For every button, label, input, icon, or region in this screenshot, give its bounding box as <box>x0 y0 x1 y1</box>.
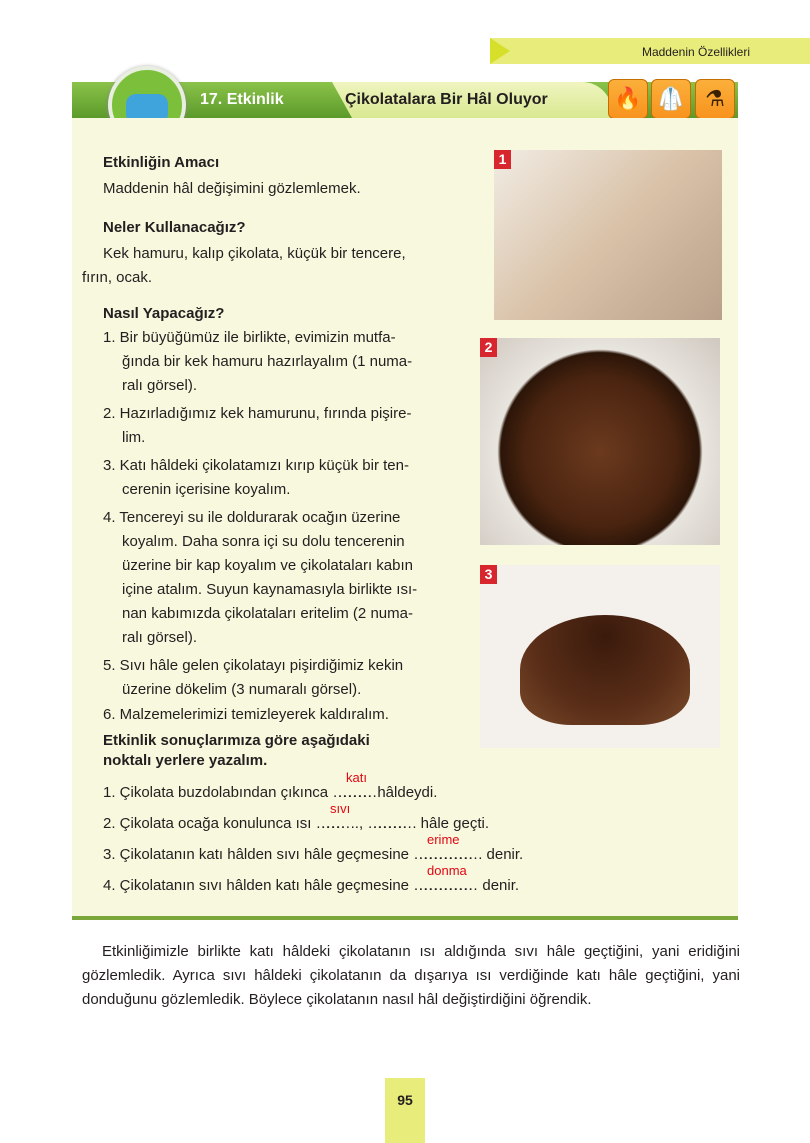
dot-leader: ………………… <box>367 815 413 832</box>
step-line: 4. Tencereyi su ile doldurarak ocağın üzerine <box>103 509 401 526</box>
purpose-text: Maddenin hâl değişimini gözlemlemek. <box>103 180 361 197</box>
result-text: .., <box>350 815 368 832</box>
result-item <box>103 815 489 832</box>
step-line: 1. Bir büyüğümüz ile birlikte, evimizin mutfa- <box>103 329 396 346</box>
results-heading: noktalı yerlere yazalım. <box>103 752 268 769</box>
materials-text: Kek hamuru, kalıp çikolata, küçük bir tencere, <box>103 245 406 262</box>
steps-heading: Nasıl Yapacağız? <box>103 305 225 322</box>
result-item <box>103 846 523 863</box>
step-line: koyalım. Daha sonra içi su dolu tencerenin <box>122 533 405 550</box>
result-text: . hâle geçti. <box>412 815 490 832</box>
result-item <box>103 877 519 894</box>
answer: erime <box>427 832 460 847</box>
photo-melting-chocolate: 2 <box>480 338 720 545</box>
activity-title: Çikolatalara Bir Hâl Oluyor <box>345 91 548 108</box>
photo-chocolate-cake: 3 <box>480 565 720 748</box>
step-line: lim. <box>122 429 146 446</box>
result-row <box>103 771 723 802</box>
dot-leader: …………………………… <box>413 846 479 863</box>
result-text: . denir. <box>478 846 524 863</box>
results-heading: Etkinlik sonuçlarımıza göre aşağıdaki <box>103 732 370 749</box>
result-text: hâldeydi. <box>377 784 438 801</box>
dot-leader: …………… <box>315 815 351 832</box>
step-line: ğında bir kek hamuru hazırlayalım (1 numa- <box>122 353 413 370</box>
step-line: cerenin içerisine koyalım. <box>122 481 291 498</box>
step-line: ralı görsel). <box>122 377 198 394</box>
step-line: nan kabımızda çikolataları eritelim (2 numa- <box>122 605 413 622</box>
result-item <box>103 784 437 801</box>
purpose-heading: Etkinliğin Amacı <box>103 154 220 171</box>
chapter-banner <box>490 38 810 64</box>
results-section <box>103 731 723 895</box>
activity-number: 17. Etkinlik <box>200 91 284 108</box>
step-line: üzerine bir kap koyalım ve çikolataları kabın <box>122 557 413 574</box>
chapter-title: Maddenin Özellikleri <box>641 45 750 59</box>
answer: katı <box>346 770 367 785</box>
page-number: 95 <box>385 1078 425 1143</box>
materials-heading: Neler Kullanacağız? <box>103 219 246 236</box>
dot-leader: …………………………… <box>413 877 479 894</box>
result-row <box>103 864 723 895</box>
result-text: denir. <box>478 877 520 894</box>
result-text: 3. Çikolatanın katı hâlden sıvı hâle geçmesine <box>103 846 414 863</box>
result-text: 4. Çikolatanın sıvı hâlden katı hâle geçmesine <box>103 877 414 894</box>
answer: sıvı <box>330 801 351 816</box>
conclusion-paragraph: Etkinliğimizle birlikte katı hâldeki çikolatanın ısı aldığında sıvı hâle geçtiğini, yani eridiğini gözlemledik. Ayrıca sıvı hâldeki çikolatanın da dışarıya ısı verdiğinde katı hâle geçtiğini, yani donduğunu gözlemledik. Böylece çikolatanın nasıl hâl değiştirdiğini öğrendik. <box>82 943 740 1008</box>
photo-baking: 1 <box>494 150 722 320</box>
step-line: ralı görsel). <box>122 629 198 646</box>
flask-icon: ⚗ <box>695 79 735 119</box>
step-line: 5. Sıvı hâle gelen çikolatayı pişirdiğimiz kekin <box>103 657 404 674</box>
step-line: 6. Malzemelerimizi temizleyerek kaldıralım. <box>103 706 389 723</box>
materials-text: fırın, ocak. <box>82 269 153 286</box>
lab-coat-icon: 🥼 <box>651 79 691 119</box>
result-row <box>103 833 723 864</box>
result-row <box>103 802 723 833</box>
step-line: 3. Katı hâldeki çikolatamızı kırıp küçük bir ten- <box>103 457 409 474</box>
chevron-icon <box>490 38 510 64</box>
result-text: 2. Çikolata ocağa konulunca ısı <box>103 815 316 832</box>
step-line: 2. Hazırladığımız kek hamurunu, fırında pişire- <box>103 405 412 422</box>
result-text: 1. Çikolata buzdolabından çıkınca <box>103 784 333 801</box>
dot-leader: ………………… <box>332 784 378 801</box>
answer: donma <box>427 863 467 878</box>
fire-hazard-icon: 🔥 <box>608 79 648 119</box>
step-line: içine atalım. Suyun kaynamasıyla birlikte ısı- <box>122 581 418 598</box>
step-line: üzerine dökelim (3 numaralı görsel). <box>122 681 362 698</box>
